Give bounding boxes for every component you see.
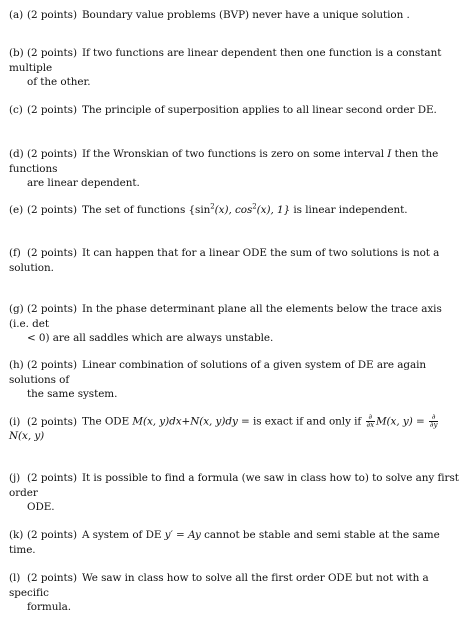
question-f xyxy=(9,246,459,275)
question-label: (d) xyxy=(9,148,24,160)
question-points: (2 points) xyxy=(27,47,77,59)
question-text: It is possible to find a formula (we saw in class how to) to solve any first order xyxy=(9,472,459,499)
question-h xyxy=(9,358,459,402)
question-points: (2 points) xyxy=(27,415,77,428)
question-label: (f) xyxy=(9,247,21,259)
question-text: is linear independent. xyxy=(293,204,408,216)
question-k xyxy=(9,528,459,557)
question-points: (2 points) xyxy=(27,303,77,315)
partial-derivative-x: $\frac{\partial}{\partial x}$ xyxy=(366,413,374,429)
math-equation: y′ = Ay xyxy=(164,529,201,541)
question-text: The principle of superposition applies to all linear second order DE. xyxy=(81,104,437,116)
math-expression: M(x, y) = xyxy=(375,415,425,428)
question-label: (i) xyxy=(9,415,21,428)
question-a xyxy=(9,8,459,23)
math-variable: I xyxy=(387,148,392,160)
question-e xyxy=(9,203,459,218)
question-label: (c) xyxy=(9,104,23,116)
question-points: (2 points) xyxy=(27,247,77,259)
question-text-continued: formula. xyxy=(27,601,72,613)
question-label: (h) xyxy=(9,359,24,371)
math-argument: (x), cos xyxy=(214,204,253,216)
question-text: In the phase determinant plane all the elements below the trace axis (i.e. det xyxy=(9,303,442,330)
question-text-continued: are linear dependent. xyxy=(27,177,140,189)
question-text: The set of functions xyxy=(81,204,186,216)
question-j xyxy=(9,471,459,515)
question-l xyxy=(9,571,459,615)
question-text: If the Wronskian of two functions is zero on some interval xyxy=(81,148,385,160)
question-text: Boundary value problems (BVP) never have a unique solution . xyxy=(81,9,410,21)
question-text: The ODE xyxy=(81,415,130,428)
question-points: (2 points) xyxy=(27,204,77,216)
question-c xyxy=(9,103,459,118)
partial-derivative-y: $\frac{\partial}{\partial y}$ xyxy=(429,413,438,429)
question-text: cannot be stable and semi stable at the same time. xyxy=(9,529,440,556)
question-b xyxy=(9,46,459,90)
question-text-continued: < 0) are all saddles which are always unstable. xyxy=(27,332,274,344)
question-text-continued: ODE. xyxy=(27,501,55,513)
question-label: (g) xyxy=(9,303,24,315)
question-label: (b) xyxy=(9,47,24,59)
question-points: (2 points) xyxy=(27,104,77,116)
question-points: (2 points) xyxy=(27,9,77,21)
question-text: Linear combination of solutions of a given system of DE are again solutions of xyxy=(9,359,427,386)
question-g xyxy=(9,302,459,346)
question-text: then the functions xyxy=(9,148,439,175)
question-text: is exact if and only if xyxy=(252,415,362,428)
question-d xyxy=(9,147,459,191)
question-label: (a) xyxy=(9,9,24,21)
question-label: (j) xyxy=(9,472,21,484)
math-superscript: 2 xyxy=(252,202,257,211)
question-points: (2 points) xyxy=(27,359,77,371)
question-i xyxy=(9,414,459,444)
question-text: It can happen that for a linear ODE the sum of two solutions is not a solution. xyxy=(9,247,440,274)
question-text-continued: the same system. xyxy=(27,388,118,400)
question-label: (l) xyxy=(9,572,21,584)
math-argument: (x), 1} xyxy=(256,204,291,216)
question-label: (e) xyxy=(9,204,24,216)
math-equation: M(x, y)dx+N(x, y)dy = xyxy=(132,415,250,428)
question-points: (2 points) xyxy=(27,148,77,160)
question-points: (2 points) xyxy=(27,472,77,484)
math-superscript: 2 xyxy=(210,202,215,211)
math-set-open: {sin xyxy=(188,204,211,216)
question-points: (2 points) xyxy=(27,529,77,541)
question-label: (k) xyxy=(9,529,24,541)
question-text-continued: of the other. xyxy=(27,76,91,88)
question-text: A system of DE xyxy=(81,529,162,541)
question-text: If two functions are linear dependent then one function is a constant multiple xyxy=(9,47,442,74)
question-points: (2 points) xyxy=(27,572,77,584)
math-expression: N(x, y) xyxy=(9,430,45,442)
question-text: We saw in class how to solve all the first order ODE but not with a specific xyxy=(9,572,429,599)
